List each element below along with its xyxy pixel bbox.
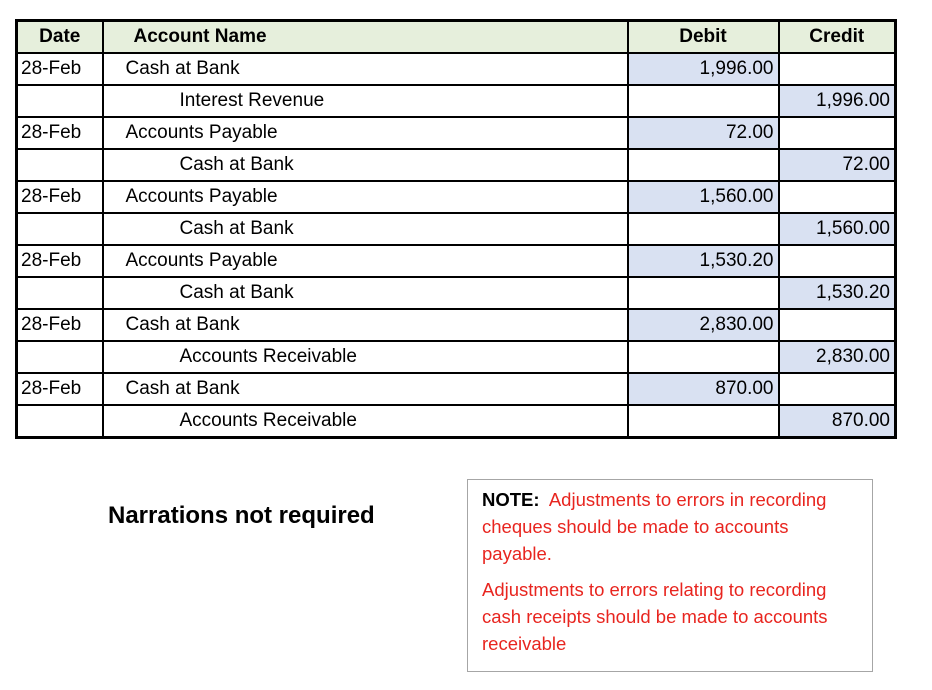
account-cell: Accounts Receivable <box>103 405 628 438</box>
credit-cell: 2,830.00 <box>779 341 896 373</box>
debit-cell: 1,530.20 <box>628 245 779 277</box>
credit-cell: 1,996.00 <box>779 85 896 117</box>
debit-cell: 1,560.00 <box>628 181 779 213</box>
date-cell: 28-Feb <box>17 309 103 341</box>
debit-cell: 870.00 <box>628 373 779 405</box>
account-cell: Interest Revenue <box>103 85 628 117</box>
table-row <box>17 341 896 373</box>
account-cell: Accounts Payable <box>103 181 628 213</box>
debit-cell <box>628 149 779 181</box>
table-row <box>17 277 896 309</box>
table-row <box>17 85 896 117</box>
date-cell <box>17 341 103 373</box>
account-column-header: Account Name <box>103 21 628 54</box>
credit-cell <box>779 245 896 277</box>
debit-cell: 2,830.00 <box>628 309 779 341</box>
debit-cell: 72.00 <box>628 117 779 149</box>
date-cell: 28-Feb <box>17 245 103 277</box>
table-row <box>17 309 896 341</box>
account-cell: Cash at Bank <box>103 149 628 181</box>
date-column-header: Date <box>17 21 103 54</box>
debit-cell <box>628 341 779 373</box>
note-label: NOTE: <box>482 489 540 510</box>
account-cell: Accounts Payable <box>103 245 628 277</box>
account-cell: Cash at Bank <box>103 373 628 405</box>
table-row <box>17 181 896 213</box>
credit-cell <box>779 181 896 213</box>
debit-cell: 1,996.00 <box>628 53 779 85</box>
date-cell <box>17 277 103 309</box>
header-row <box>17 21 896 54</box>
date-cell <box>17 405 103 438</box>
account-cell: Accounts Payable <box>103 117 628 149</box>
account-cell: Accounts Receivable <box>103 341 628 373</box>
credit-cell: 870.00 <box>779 405 896 438</box>
credit-cell: 72.00 <box>779 149 896 181</box>
note-paragraph-1 <box>482 486 862 567</box>
credit-cell <box>779 53 896 85</box>
account-cell: Cash at Bank <box>103 213 628 245</box>
credit-cell <box>779 373 896 405</box>
table-row <box>17 405 896 438</box>
table-row <box>17 373 896 405</box>
table-row <box>17 117 896 149</box>
credit-column-header: Credit <box>779 21 896 54</box>
credit-cell <box>779 309 896 341</box>
narration-text: Narrations not required <box>108 502 375 529</box>
note-paragraph-2: Adjustments to errors relating to recording cash receipts should be made to accounts receivable <box>482 579 828 654</box>
note-text-1: Adjustments to errors in recording cheques should be made to accounts payable. <box>482 489 827 564</box>
debit-column-header: Debit <box>628 21 779 54</box>
date-cell: 28-Feb <box>17 181 103 213</box>
date-cell <box>17 213 103 245</box>
account-cell: Cash at Bank <box>103 309 628 341</box>
debit-cell <box>628 213 779 245</box>
date-cell <box>17 149 103 181</box>
credit-cell: 1,530.20 <box>779 277 896 309</box>
date-cell: 28-Feb <box>17 373 103 405</box>
journal-table <box>15 19 897 439</box>
date-cell: 28-Feb <box>17 117 103 149</box>
account-cell: Cash at Bank <box>103 53 628 85</box>
note-box <box>467 479 873 672</box>
table-row <box>17 213 896 245</box>
credit-cell: 1,560.00 <box>779 213 896 245</box>
debit-cell <box>628 405 779 438</box>
debit-cell <box>628 85 779 117</box>
date-cell: 28-Feb <box>17 53 103 85</box>
date-cell <box>17 85 103 117</box>
account-cell: Cash at Bank <box>103 277 628 309</box>
table-row <box>17 149 896 181</box>
table-row <box>17 245 896 277</box>
debit-cell <box>628 277 779 309</box>
credit-cell <box>779 117 896 149</box>
table-row <box>17 53 896 85</box>
